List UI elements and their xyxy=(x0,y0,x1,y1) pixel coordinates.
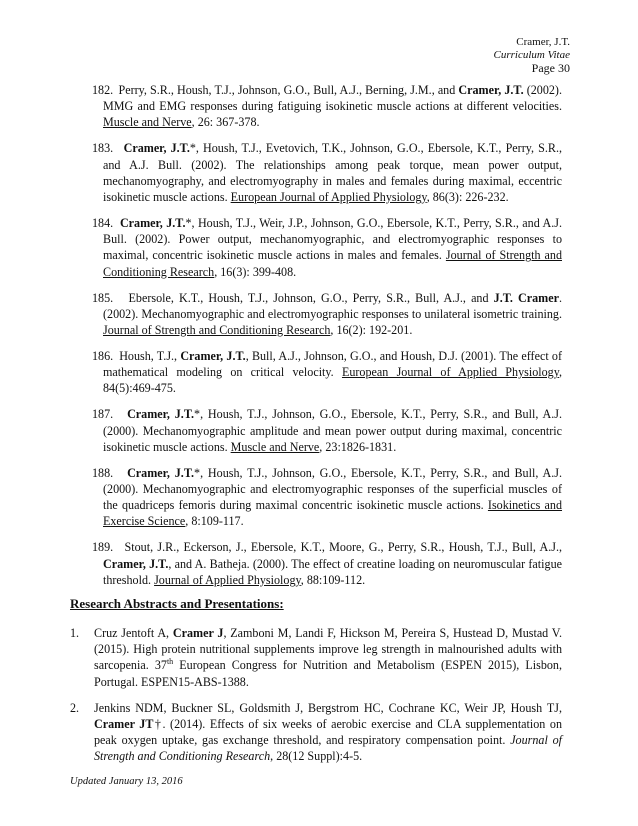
publication-number: 189. xyxy=(92,540,114,555)
abstract-number: 2. xyxy=(70,700,80,715)
abstract-authors: Jenkins NDM, Buckner SL, Goldsmith J, Bergstrom HC, Cochrane KC, Weir JP, Housh TJ, xyxy=(94,700,562,715)
publication-author-highlight: J.T. Cramer xyxy=(493,290,559,305)
publication-number: 184. xyxy=(92,216,114,231)
publication-authors: Perry, S.R., Housh, T.J., Johnson, G.O., Bull, A.J., Berning, J.M., and xyxy=(118,83,459,97)
publication-journal: Journal of Strength and Conditioning Research xyxy=(103,248,562,279)
publication-text: *, Housh, T.J., Johnson, G.O., Ebersole, K.T., Perry, S.R., and Bull, A.J. (2000). Mechanomyographic and electromyographic responses of the superficial muscles of the quadriceps femoris during maximal concentric isokinetic muscle actions. xyxy=(103,465,562,513)
publication-entry xyxy=(70,406,562,455)
publication-author-highlight: Cramer, J.T. xyxy=(180,349,246,364)
section-heading: Research Abstracts and Presentations: xyxy=(70,596,284,611)
abstract-journal: Journal of Strength and Conditioning Research xyxy=(94,733,562,764)
header-name: Cramer, J.T. xyxy=(516,36,570,48)
publication-author-highlight: Cramer, J.T. xyxy=(127,465,195,480)
page-header xyxy=(494,36,570,75)
publication-author-highlight: Cramer, J.T. xyxy=(119,216,186,231)
publication-text: *, Housh, T.J., Weir, J.P., Johnson, G.O., Ebersole, K.T., Perry, S.R., and A.J. Bull. (2002). Power output, mechanomyographic, and electromyographic responses to maximal, concentric isokinetic muscle actions in males and females. xyxy=(103,216,562,263)
publication-authors: Stout, J.R., Eckerson, J., Ebersole, K.T., Moore, G., Perry, S.R., Housh, T.J., Bull, A.J., xyxy=(124,540,562,555)
publication-citation: , 26: 367-378. xyxy=(191,115,260,130)
publication-entry xyxy=(70,140,562,205)
publication-text: *, Housh, T.J., Johnson, G.O., Ebersole, K.T., Perry, S.R., and Bull, A.J. (2000). Mechanomyographic amplitude and mean power output during maximal, concentric isokinetic muscle actions. xyxy=(103,407,562,454)
publication-number: 182. xyxy=(92,83,114,97)
publication-journal: Muscle and Nerve xyxy=(230,439,320,454)
publication-number: 185. xyxy=(92,290,114,305)
publication-authors: Housh, T.J., xyxy=(119,349,181,364)
abstract-list xyxy=(70,625,562,775)
publication-citation: , 16(2): 192-201. xyxy=(330,323,413,338)
publication-author-highlight: Cramer, J.T. xyxy=(127,407,195,422)
publication-number: 187. xyxy=(92,407,114,422)
abstract-superscript: th xyxy=(166,657,174,667)
abstract-entry xyxy=(70,700,562,765)
abstract-text: , Zamboni M, Landi F, Hickson M, Pereira S, Hustead D, Mustad V. (2015). High protein nutritional supplements improve leg strength in malnourished adults with sarcopenia. 37 xyxy=(94,626,562,673)
header-doc-type: Curriculum Vitae xyxy=(493,49,570,61)
footer-updated-date: Updated January 13, 2016 xyxy=(70,776,183,787)
abstract-author-highlight: Cramer J xyxy=(172,626,224,640)
publication-journal: Journal of Applied Physiology xyxy=(154,572,301,587)
publication-citation: , 8:109-117. xyxy=(185,514,244,529)
publication-citation: , 88:109-112. xyxy=(300,572,366,587)
publication-journal: European Journal of Applied Physiology xyxy=(230,190,427,205)
publication-citation: , 23:1826-1831. xyxy=(319,439,397,454)
publication-author-highlight: Cramer, J.T. xyxy=(458,83,524,97)
abstract-citation: , 28(12 Suppl):4-5. xyxy=(270,749,363,764)
abstract-author-highlight: Cramer JT xyxy=(94,717,154,732)
publication-entry xyxy=(70,539,562,588)
abstract-text: †. (2014). Effects of six weeks of aerobic exercise and CLA supplementation on peak oxygen uptake, gas exchange threshold, and respiratory compensation point. xyxy=(94,717,562,748)
publication-text: (2002). MMG and EMG responses during fatiguing isokinetic muscle actions at different velocities. xyxy=(103,83,562,114)
publication-journal: Muscle and Nerve xyxy=(103,115,192,130)
publication-citation: , 86(3): 226-232. xyxy=(426,190,509,205)
abstract-number: 1. xyxy=(70,626,80,640)
publication-text: , Bull, A.J., Johnson, G.O., and Housh, D.J. (2001). The effect of mathematical modeling on critical velocity. xyxy=(103,349,562,380)
publication-entry xyxy=(70,465,562,530)
header-page-number: Page 30 xyxy=(531,61,570,75)
publication-journal: European Journal of Applied Physiology xyxy=(341,365,559,380)
publication-text: *, Housh, T.J., Evetovich, T.K., Johnson, G.O., Ebersole, K.T., Perry, S.R., and A.J. Bull. (2002). The relationships among peak torque, mean power output, mechanomyography, and electromyography in males and females during maximal, eccentric isokinetic muscle actions. xyxy=(103,141,562,205)
publication-citation: , 84(5):469-475. xyxy=(103,365,562,396)
publication-citation: , 16(3): 399-408. xyxy=(214,264,297,279)
publication-list xyxy=(70,82,562,598)
publication-author-highlight: Cramer, J.T. xyxy=(123,141,190,156)
publication-entry xyxy=(70,215,562,280)
publication-text: , and A. Batheja. (2000). The effect of creatine loading on neuromuscular fatigue threshold. xyxy=(103,556,562,587)
publication-number: 188. xyxy=(92,465,114,480)
publication-journal: Journal of Strength and Conditioning Research xyxy=(103,323,331,338)
publication-journal: Isokinetics and Exercise Science xyxy=(103,498,563,529)
publication-number: 186. xyxy=(92,349,114,364)
publication-text: . (2002). Mechanomyographic and electromyographic responses to unilateral isometric training. xyxy=(103,290,562,321)
publication-entry xyxy=(70,82,562,131)
publication-entry xyxy=(70,290,562,339)
abstract-authors: Cruz Jentoft A, xyxy=(94,626,173,640)
abstract-entry xyxy=(70,625,562,690)
abstract-citation: European Congress for Nutrition and Metabolism (ESPEN 2015), Lisbon, Portugal. ESPEN15-ABS-1388. xyxy=(94,658,562,689)
publication-entry xyxy=(70,348,562,397)
publication-author-highlight: Cramer, J.T. xyxy=(103,556,169,571)
publication-authors: Ebersole, K.T., Housh, T.J., Johnson, G.O., Perry, S.R., Bull, A.J., and xyxy=(128,290,494,305)
publication-number: 183. xyxy=(92,141,114,156)
